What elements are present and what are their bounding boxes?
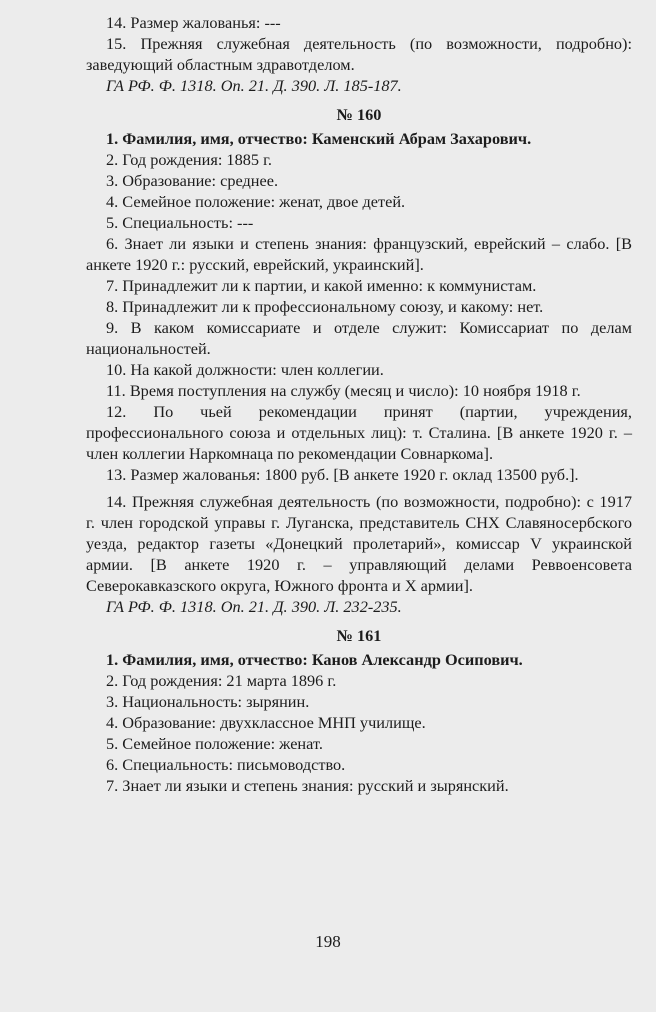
entry-161-item: 6. Специальность: письмоводство. [106,755,346,774]
entry-number-161: № 161 [336,626,382,645]
entry-161-item: 5. Семейное положение: женат. [106,734,323,753]
entry-161-item: 2. Год рождения: 21 марта 1896 г. [106,671,337,690]
entry-160-item: 8. Принадлежит ли к профессиональному союзу, и какому: нет. [106,297,544,316]
entry-160-item: 6. Знает ли языки и степень знания: французский, еврейский – слабо. [В анкете 1920 г.: русский, еврейский, украинский]. [86,234,632,274]
entry-number-160: № 160 [336,105,382,124]
entry-161-item: 3. Национальность: зырянин. [106,692,310,711]
page-number: 198 [315,932,341,951]
entry-160-item: 3. Образование: среднее. [106,171,279,190]
entry-160-item: 4. Семейное положение: женат, двое детей. [106,192,406,211]
entry-160-item: 13. Размер жалованья: 1800 руб. [В анкете 1920 г. оклад 13500 руб.]. [106,465,579,484]
entry-161-item: 4. Образование: двухклассное МНП училище. [106,713,426,732]
entry-160-name: 1. Фамилия, имя, отчество: Каменский Абрам Захарович. [106,129,532,148]
entry-159-item-15: 15. Прежняя служебная деятельность (по возможности, подробно): заведующий областным здравотделом. [86,34,632,74]
archive-source-159: ГА РФ. Ф. 1318. Оп. 21. Д. 390. Л. 185-187. [106,76,402,95]
entry-160-item: 2. Год рождения: 1885 г. [106,150,272,169]
entry-160-item: 10. На какой должности: член коллегии. [106,360,384,379]
entry-160-item: 11. Время поступления на службу (месяц и число): 10 ноября 1918 г. [106,381,581,400]
entry-161-name: 1. Фамилия, имя, отчество: Канов Александр Осипович. [106,650,523,669]
entry-161-item: 7. Знает ли языки и степень знания: русский и зырянский. [106,776,509,795]
entry-160-item: 9. В каком комиссариате и отделе служит: Комиссариат по делам национальностей. [86,318,632,358]
archive-source-160: ГА РФ. Ф. 1318. Оп. 21. Д. 390. Л. 232-235. [106,597,402,616]
entry-159-item-14: 14. Размер жалованья: --- [106,13,281,32]
entry-160-item: 12. По чьей рекомендации принят (партии, учреждения, профессионального союза и отдельных лиц): т. Сталина. [В анкете 1920 г. – член коллегии Наркомнаца по рекомендации Совнаркома]. [86,402,632,463]
entry-160-item: 14. Прежняя служебная деятельность (по возможности, подробно): с 1917 г. член городской управы г. Луганска, представитель СНХ Славяносербского уезда, редактор газеты «Донецкий пролетарий», комиссар V украинской армии. [В анкете 1920 г. – управляющий делами Реввоенсовета Северокавказского округа, Южного фронта и X армии]. [86,492,632,595]
entry-160-item: 5. Специальность: --- [106,213,254,232]
entry-160-item: 7. Принадлежит ли к партии, и какой именно: к коммунистам. [106,276,537,295]
page-body [86,12,632,796]
